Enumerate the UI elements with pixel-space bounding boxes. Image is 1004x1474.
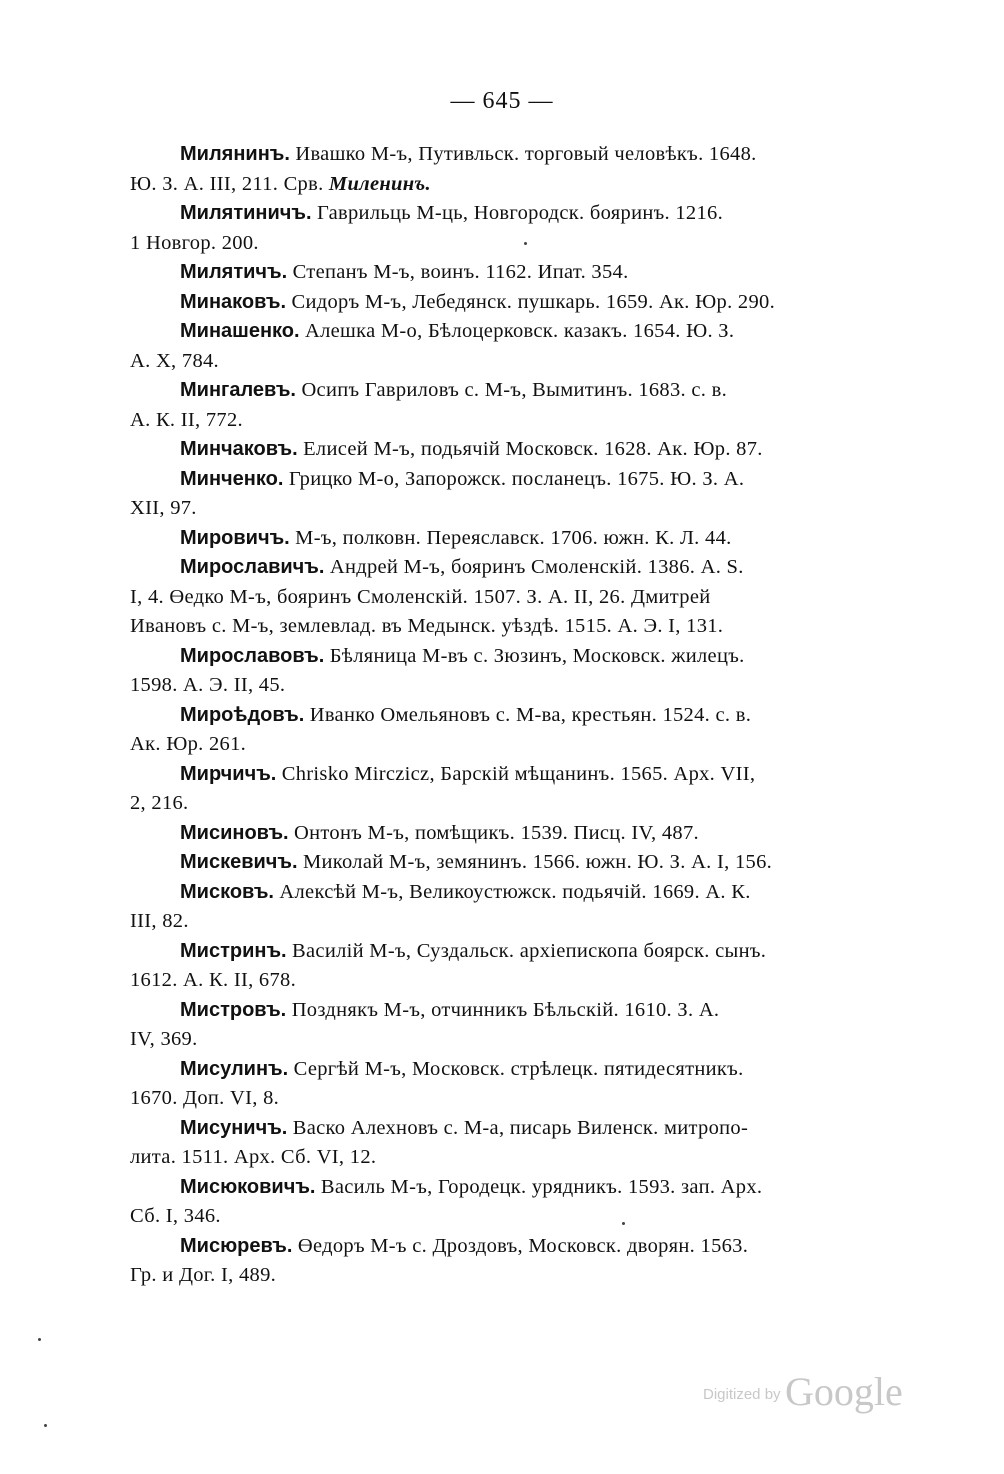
page-number: — 645 — xyxy=(450,88,554,114)
entry-text: Сб. I, 346. xyxy=(130,1205,221,1227)
entry xyxy=(130,642,842,701)
entry-headword: Минашенко. xyxy=(180,320,300,342)
entry-text: I, 4. Өедко М-ъ, бояринъ Смоленскій. 1507. З. А. II, 26. Дмитрей xyxy=(130,585,711,608)
entry-text: IV, 369. xyxy=(130,1028,198,1050)
entry-headword: Милятиничъ. xyxy=(180,202,312,224)
scan-speck xyxy=(44,1424,47,1427)
entry xyxy=(130,1055,842,1114)
entry xyxy=(130,317,842,376)
entry-text: Степанъ М-ъ, воинъ. 1162. Ипат. 354. xyxy=(292,261,629,283)
entry-text: Бѣляница М-въ с. Зюзинъ, Московск. жилецъ. xyxy=(329,644,745,667)
entry-headword: Мисюревъ. xyxy=(180,1234,293,1257)
entry-headword: Мискевичъ. xyxy=(180,851,298,873)
dictionary-entries xyxy=(130,140,842,1291)
entry xyxy=(130,524,842,554)
entry-headword: Минченко. xyxy=(180,467,284,490)
entry-text: лита. 1511. Арх. Сб. VI, 12. xyxy=(130,1146,377,1168)
entry xyxy=(130,199,842,258)
entry xyxy=(130,1114,842,1173)
entry-text: 2, 216. xyxy=(130,792,189,814)
entry-text: XII, 97. xyxy=(130,497,197,519)
entry-text: Алексѣй М-ъ, Великоустюжск. подьячій. 1669. А. К. xyxy=(279,880,751,903)
google-logo: Google xyxy=(785,1369,903,1414)
entry-headword: Минчаковъ. xyxy=(180,438,298,460)
entry-text: Осипъ Гавриловъ с. М-ъ, Вымитинъ. 1683. с. в. xyxy=(301,379,728,401)
entry-headword: Мирославовъ. xyxy=(180,644,325,667)
entry xyxy=(130,819,842,849)
entry-text: Ю. З. А. III, 211. Срв. xyxy=(130,172,329,195)
entry xyxy=(130,760,842,819)
entry xyxy=(130,848,842,878)
entry-headword: Мироѣдовъ. xyxy=(180,703,305,726)
entry-text: Өедоръ М-ъ с. Дроздовъ, Московск. дворян. 1563. xyxy=(297,1234,749,1257)
entry-text: Ивашко М-ъ, Путивльск. торговый человѣкъ. 1648. xyxy=(295,143,757,165)
entry-text: Алешка М-о, Бѣлоцерковск. казакъ. 1654. Ю. З. xyxy=(305,320,735,342)
entry xyxy=(130,878,842,937)
entry-text: Миколай М-ъ, земянинъ. 1566. южн. Ю. З. А. I, 156. xyxy=(303,851,773,873)
entry-headword: Минаковъ. xyxy=(180,290,287,313)
entry-text: Сергѣй М-ъ, Московск. стрѣлецк. пятидесятникъ. xyxy=(293,1057,744,1080)
entry-headword: Мисковъ. xyxy=(180,880,274,903)
entry-text: III, 82. xyxy=(130,910,189,932)
entry-text: Позднякъ М-ъ, отчинникъ Бѣльскій. 1610. З. А. xyxy=(291,998,720,1021)
entry-text: Васко Алехновъ с. М-а, писарь Виленск. митропо- xyxy=(292,1116,749,1139)
entry-headword: Мирчичъ. xyxy=(180,762,277,785)
entry-text: 1 Новгор. 200. xyxy=(130,231,259,254)
entry-text: Гаврильць М-ць, Новгородск. бояринъ. 1216. xyxy=(316,202,723,224)
entry-text: 1670. Доп. VI, 8. xyxy=(130,1087,280,1109)
entry xyxy=(130,376,842,435)
entry-text: Василій М-ъ, Суздальск. архіепископа боярск. сынъ. xyxy=(292,939,767,962)
entry-text: Грицко М-о, Запорожск. посланецъ. 1675. Ю. З. А. xyxy=(288,467,745,490)
entry-text: Андрей М-ъ, бояринъ Смоленскій. 1386. А. S. xyxy=(329,556,744,578)
entry-headword: Мисюковичъ. xyxy=(180,1175,316,1198)
entry-text: Василь М-ъ, Городецк. урядникъ. 1593. зап. Арх. xyxy=(320,1175,763,1198)
entry-headword: Мисуничъ. xyxy=(180,1116,288,1139)
entry-text: Ивановъ с. М-ъ, землевлад. въ Медынск. уѣздѣ. 1515. А. Э. I, 131. xyxy=(130,615,724,637)
entry-text: Chrisko Mirczicz, Барскій мѣщанинъ. 1565. Арх. VII, xyxy=(281,762,756,785)
entry-cross-reference: Миленинъ. xyxy=(328,172,431,195)
entry xyxy=(130,1173,842,1232)
entry-text: Сидоръ М-ъ, Лебедянск. пушкарь. 1659. Ак. Юр. 290. xyxy=(291,290,776,313)
scan-speck xyxy=(622,1222,625,1225)
entry-headword: Милянинъ. xyxy=(180,143,290,165)
entry xyxy=(130,435,842,465)
entry xyxy=(130,937,842,996)
scan-speck xyxy=(524,242,527,245)
entry xyxy=(130,996,842,1055)
entry-text: А. X, 784. xyxy=(130,349,219,372)
entry-headword: Мисулинъ. xyxy=(180,1057,289,1080)
entry-text: Иванко Омельяновъ с. М-ва, крестьян. 1524. с. в. xyxy=(309,703,752,726)
entry xyxy=(130,465,842,524)
entry-text: 1598. А. Э. II, 45. xyxy=(130,674,286,696)
entry-headword: Мистринъ. xyxy=(180,939,287,962)
watermark-prefix: Digitized by xyxy=(703,1386,781,1403)
entry-text: Елисей М-ъ, подьячій Московск. 1628. Ак. Юр. 87. xyxy=(303,438,763,460)
entry-text: А. К. II, 772. xyxy=(130,408,243,431)
entry xyxy=(130,258,842,288)
entry xyxy=(130,288,842,318)
entry-text: 1612. А. К. II, 678. xyxy=(130,969,297,991)
entry-headword: Мисиновъ. xyxy=(180,821,289,844)
entry-text: Ак. Юр. 261. xyxy=(130,733,247,755)
entry xyxy=(130,701,842,760)
entry-headword: Милятичъ. xyxy=(180,261,288,283)
digitized-by-google-watermark xyxy=(703,1368,903,1415)
scan-speck xyxy=(38,1338,41,1341)
entry xyxy=(130,553,842,642)
entry xyxy=(130,140,842,199)
entry-headword: Мирославичъ. xyxy=(180,556,325,578)
entry-text: Гр. и Дог. I, 489. xyxy=(130,1264,277,1286)
entry-headword: Мистровъ. xyxy=(180,998,287,1021)
entry-headword: Мингалевъ. xyxy=(180,379,296,401)
entry xyxy=(130,1232,842,1291)
entry-text: Онтонъ М-ъ, помѣщикъ. 1539. Писц. IV, 487. xyxy=(294,821,699,844)
entry-headword: Мировичъ. xyxy=(180,526,290,549)
entry-text: М-ъ, полковн. Переяславск. 1706. южн. К. Л. 44. xyxy=(295,526,732,549)
